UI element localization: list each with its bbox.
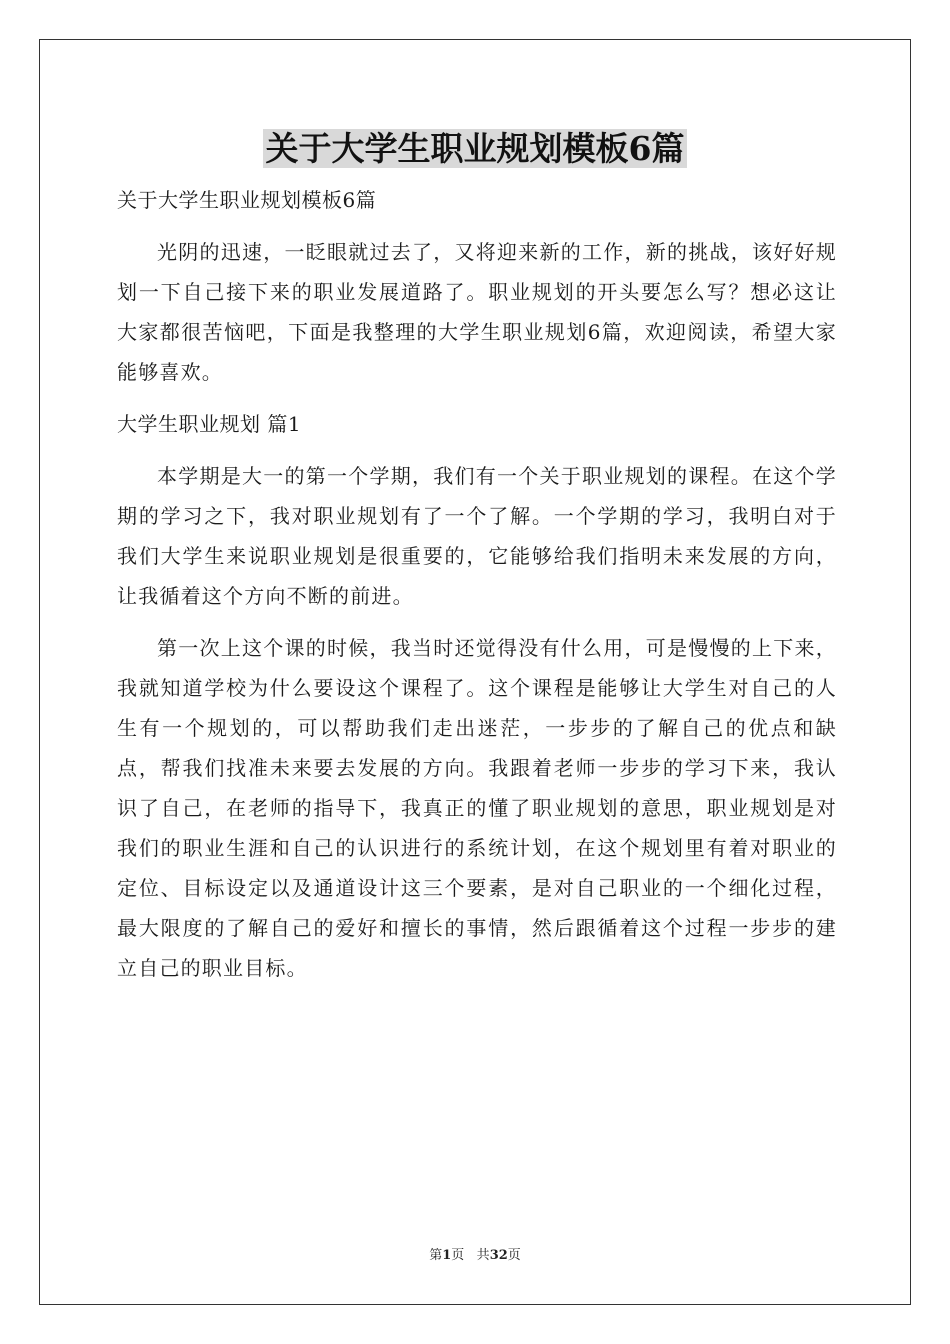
total-prefix: 共 <box>476 1248 490 1263</box>
section-heading: 大学生职业规划 篇1 <box>117 412 302 436</box>
body-paragraph: 本学期是大一的第一个学期，我们有一个关于职业规划的课程。在这个学期的学习之下，我对职业规划有了一个了解。一个学期的学习，我明白对于我们大学生来说职业规划是很重要的，它能够给我们指明未来发展的方向，让我循着这个方向不断的前进。 <box>117 464 837 608</box>
document-title <box>0 126 950 172</box>
body-paragraph: 第一次上这个课的时候，我当时还觉得没有什么用，可是慢慢的上下来，我就知道学校为什么要设这个课程了。这个课程是能够让大学生对自己的人生有一个规划的，可以帮助我们走出迷茫，一步步的了解自己的优点和缺点，帮我们找准未来要去发展的方向。我跟着老师一步步的学习下来，我认识了自己，在老师的指导下，我真正的懂了职业规划的意思，职业规划是对我们的职业生涯和自己的认识进行的系统计划，在这个规划里有着对职业的定位、目标设定以及通道设计这三个要素，是对自己职业的一个细化过程，最大限度的了解自己的爱好和擅长的事情，然后跟循着这个过程一步步的建立自己的职业目标。 <box>117 636 837 980</box>
page-suffix: 页 <box>451 1248 465 1263</box>
page-footer <box>0 1244 950 1263</box>
document-title-text: 关于大学生职业规划模板6篇 <box>263 129 688 168</box>
document-body <box>117 180 837 1000</box>
total-suffix: 页 <box>507 1248 521 1263</box>
intro-paragraph: 光阴的迅速，一眨眼就过去了，又将迎来新的工作，新的挑战，该好好规划一下自己接下来的职业发展道路了。职业规划的开头要怎么写？想必这让大家都很苦恼吧，下面是我整理的大学生职业规划6篇，欢迎阅读，希望大家能够喜欢。 <box>117 240 837 384</box>
document-subtitle: 关于大学生职业规划模板6篇 <box>117 188 377 212</box>
total-pages: 32 <box>489 1248 508 1263</box>
page-number: 1 <box>442 1248 452 1263</box>
page-prefix: 第 <box>429 1248 443 1263</box>
